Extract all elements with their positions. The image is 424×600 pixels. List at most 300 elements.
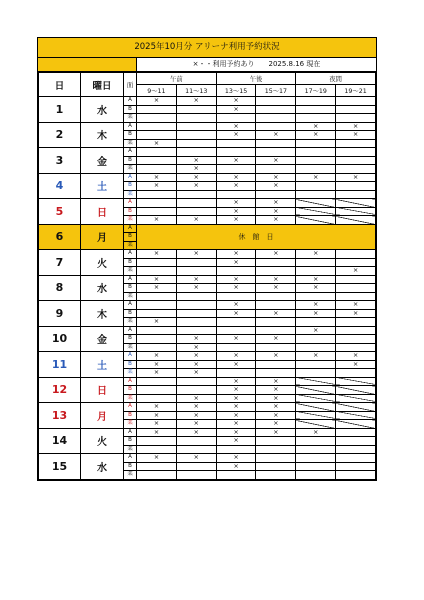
day-of-week: 土	[81, 352, 124, 378]
slot-cell	[296, 335, 336, 344]
slot-cell	[296, 105, 336, 114]
slot-cell: ×	[216, 105, 256, 114]
slot-cell	[256, 360, 296, 369]
slot-cell	[296, 471, 336, 480]
day-of-week: 日	[81, 377, 124, 403]
facility-label: 柔	[124, 190, 137, 199]
day-number: 15	[39, 454, 81, 480]
slot-cell	[137, 165, 177, 174]
facility-label: B	[124, 437, 137, 446]
slot-cell	[256, 148, 296, 157]
slot-cell	[256, 437, 296, 446]
slot-cell: ×	[216, 386, 256, 395]
slot-cell	[137, 105, 177, 114]
slot-cell: ×	[176, 369, 216, 378]
slot-cell: ×	[216, 131, 256, 140]
facility-label: A	[124, 352, 137, 361]
slot-cell	[296, 267, 336, 276]
slot-cell	[296, 199, 336, 208]
slot-cell	[137, 471, 177, 480]
table-row	[39, 352, 376, 361]
slot-cell: ×	[137, 454, 177, 463]
facility-label: 柔	[124, 471, 137, 480]
slot-cell: ×	[176, 165, 216, 174]
day-of-week: 金	[81, 326, 124, 352]
slot-cell: ×	[176, 411, 216, 420]
slot-cell	[336, 411, 376, 420]
slot-cell: ×	[336, 309, 376, 318]
facility-label: A	[124, 326, 137, 335]
slot-cell: ×	[216, 156, 256, 165]
day-of-week: 日	[81, 199, 124, 225]
table-row	[39, 377, 376, 386]
facility-label: A	[124, 250, 137, 259]
header-dow: 曜日	[81, 73, 124, 97]
slot-cell	[296, 360, 336, 369]
slot-cell	[296, 165, 336, 174]
facility-label: A	[124, 122, 137, 131]
slot-cell	[336, 207, 376, 216]
slot-cell: ×	[216, 309, 256, 318]
slot-cell	[296, 403, 336, 412]
slot-cell: ×	[176, 454, 216, 463]
slot-cell	[137, 122, 177, 131]
slot-cell: ×	[216, 207, 256, 216]
day-number: 12	[39, 377, 81, 403]
slot-cell: ×	[216, 377, 256, 386]
slot-cell	[336, 420, 376, 429]
slot-cell	[256, 292, 296, 301]
slot-cell: ×	[137, 216, 177, 225]
slot-cell	[176, 437, 216, 446]
facility-label: B	[124, 386, 137, 395]
slot-cell: ×	[256, 216, 296, 225]
slot-cell: ×	[216, 284, 256, 293]
day-number: 9	[39, 301, 81, 327]
day-of-week: 火	[81, 250, 124, 276]
facility-label: 柔	[124, 318, 137, 327]
facility-label: 柔	[124, 369, 137, 378]
reservation-sheet	[37, 37, 377, 481]
slot-cell	[336, 335, 376, 344]
facility-label: B	[124, 233, 137, 242]
slot-cell	[176, 199, 216, 208]
facility-label: 柔	[124, 292, 137, 301]
slot-cell: ×	[296, 428, 336, 437]
facility-label: 柔	[124, 241, 137, 250]
slot-cell: ×	[176, 156, 216, 165]
slot-cell	[256, 471, 296, 480]
header-row-groups	[39, 73, 376, 85]
slot-cell: ×	[256, 386, 296, 395]
day-number: 2	[39, 122, 81, 148]
slot-cell	[336, 275, 376, 284]
slot-cell: ×	[216, 182, 256, 191]
slot-cell: ×	[137, 403, 177, 412]
slot-cell: ×	[216, 258, 256, 267]
slot-cell	[336, 216, 376, 225]
table-row	[39, 250, 376, 259]
slot-cell	[176, 471, 216, 480]
slot-cell	[296, 148, 336, 157]
slot-cell	[176, 377, 216, 386]
slot-cell: ×	[137, 369, 177, 378]
slot-cell: ×	[216, 301, 256, 310]
slot-cell	[296, 182, 336, 191]
slot-cell	[256, 139, 296, 148]
facility-label: B	[124, 207, 137, 216]
slot-cell	[137, 292, 177, 301]
slot-cell	[336, 445, 376, 454]
table-row	[39, 403, 376, 412]
table-row	[39, 454, 376, 463]
slot-cell: ×	[176, 173, 216, 182]
slot-cell: ×	[256, 352, 296, 361]
table-row	[39, 428, 376, 437]
slot-cell	[296, 114, 336, 123]
slot-cell	[137, 131, 177, 140]
slot-cell	[176, 301, 216, 310]
slot-cell: ×	[256, 403, 296, 412]
header-facility: 面	[124, 73, 137, 97]
slot-header: 11～13	[176, 85, 216, 97]
slot-cell	[296, 420, 336, 429]
slot-cell: ×	[256, 420, 296, 429]
slot-cell	[336, 156, 376, 165]
slot-cell: ×	[137, 182, 177, 191]
facility-label: B	[124, 284, 137, 293]
slot-cell: ×	[216, 250, 256, 259]
slot-cell: ×	[296, 352, 336, 361]
slot-cell	[137, 437, 177, 446]
table-row	[39, 173, 376, 182]
slot-cell: ×	[336, 122, 376, 131]
facility-label: 柔	[124, 420, 137, 429]
slot-cell: ×	[176, 275, 216, 284]
slot-cell	[256, 462, 296, 471]
slot-cell: ×	[176, 394, 216, 403]
slot-cell: ×	[216, 428, 256, 437]
day-number: 14	[39, 428, 81, 454]
header-morning: 午前	[137, 73, 217, 85]
header-day: 日	[39, 73, 81, 97]
slot-cell	[216, 165, 256, 174]
slot-cell	[216, 369, 256, 378]
legend-note: ×・・利用予約あり 2025.8.16 現在	[192, 60, 321, 68]
slot-cell	[296, 445, 336, 454]
slot-cell	[296, 156, 336, 165]
slot-cell	[336, 403, 376, 412]
header-night: 夜間	[296, 73, 376, 85]
slot-cell	[336, 386, 376, 395]
slot-cell	[137, 462, 177, 471]
slot-cell: ×	[176, 420, 216, 429]
slot-cell: ×	[176, 284, 216, 293]
header-afternoon: 午後	[216, 73, 296, 85]
slot-cell: ×	[256, 411, 296, 420]
slot-cell: ×	[176, 335, 216, 344]
slot-cell: ×	[137, 139, 177, 148]
day-number: 4	[39, 173, 81, 199]
day-of-week: 月	[81, 224, 124, 250]
slot-cell	[176, 131, 216, 140]
slot-cell: ×	[137, 428, 177, 437]
day-of-week: 月	[81, 403, 124, 429]
slot-cell	[296, 369, 336, 378]
slot-cell	[256, 445, 296, 454]
slot-cell: ×	[176, 352, 216, 361]
slot-cell	[256, 301, 296, 310]
facility-label: A	[124, 377, 137, 386]
slot-cell	[296, 454, 336, 463]
slot-cell	[336, 462, 376, 471]
facility-label: A	[124, 403, 137, 412]
slot-cell: ×	[296, 301, 336, 310]
slot-cell: ×	[256, 199, 296, 208]
facility-label: A	[124, 454, 137, 463]
slot-cell	[336, 369, 376, 378]
day-of-week: 火	[81, 428, 124, 454]
slot-cell: ×	[216, 394, 256, 403]
slot-cell: ×	[296, 284, 336, 293]
facility-label: A	[124, 301, 137, 310]
slot-cell: ×	[137, 360, 177, 369]
facility-label: B	[124, 462, 137, 471]
facility-label: 柔	[124, 267, 137, 276]
slot-cell: ×	[256, 428, 296, 437]
slot-cell: ×	[256, 275, 296, 284]
slot-cell	[336, 97, 376, 106]
slot-cell	[336, 199, 376, 208]
slot-cell: ×	[216, 97, 256, 106]
slot-cell	[137, 148, 177, 157]
slot-cell	[296, 318, 336, 327]
slot-cell: ×	[137, 318, 177, 327]
slot-cell: ×	[256, 377, 296, 386]
slot-cell: ×	[137, 275, 177, 284]
slot-cell	[176, 190, 216, 199]
slot-cell: ×	[137, 250, 177, 259]
slot-cell	[256, 267, 296, 276]
slot-cell	[176, 292, 216, 301]
slot-cell	[296, 207, 336, 216]
facility-label: B	[124, 131, 137, 140]
facility-label: B	[124, 156, 137, 165]
table-row	[39, 199, 376, 208]
facility-label: 柔	[124, 114, 137, 123]
slot-cell	[176, 105, 216, 114]
slot-cell	[176, 386, 216, 395]
slot-cell	[336, 394, 376, 403]
slot-cell	[336, 284, 376, 293]
facility-label: A	[124, 173, 137, 182]
slot-cell: ×	[256, 335, 296, 344]
slot-cell	[256, 454, 296, 463]
slot-cell	[137, 301, 177, 310]
slot-cell	[176, 139, 216, 148]
day-of-week: 水	[81, 97, 124, 123]
slot-cell: ×	[216, 173, 256, 182]
facility-label: B	[124, 335, 137, 344]
slot-cell	[336, 377, 376, 386]
slot-cell	[256, 369, 296, 378]
slot-cell	[256, 105, 296, 114]
facility-label: B	[124, 411, 137, 420]
slot-cell	[336, 326, 376, 335]
slot-cell	[336, 437, 376, 446]
table-row	[39, 148, 376, 157]
slot-cell: ×	[176, 182, 216, 191]
slot-cell: ×	[336, 267, 376, 276]
slot-cell: ×	[216, 437, 256, 446]
facility-label: 柔	[124, 445, 137, 454]
slot-cell: ×	[336, 352, 376, 361]
facility-label: A	[124, 275, 137, 284]
slot-cell: ×	[256, 250, 296, 259]
slot-header: 19～21	[336, 85, 376, 97]
day-of-week: 木	[81, 301, 124, 327]
day-of-week: 木	[81, 122, 124, 148]
slot-cell	[336, 250, 376, 259]
slot-header: 9～11	[137, 85, 177, 97]
slot-cell: ×	[256, 394, 296, 403]
slot-cell: ×	[176, 403, 216, 412]
slot-cell	[336, 148, 376, 157]
slot-cell	[336, 105, 376, 114]
slot-cell	[256, 258, 296, 267]
slot-cell	[336, 454, 376, 463]
slot-cell	[137, 190, 177, 199]
facility-label: 柔	[124, 216, 137, 225]
facility-label: 柔	[124, 394, 137, 403]
day-of-week: 土	[81, 173, 124, 199]
table-row	[39, 275, 376, 284]
slot-cell	[296, 386, 336, 395]
table-row	[39, 301, 376, 310]
slot-cell	[296, 377, 336, 386]
slot-cell: ×	[256, 182, 296, 191]
slot-cell: ×	[137, 420, 177, 429]
day-number: 10	[39, 326, 81, 352]
slot-cell	[176, 258, 216, 267]
slot-cell: ×	[336, 301, 376, 310]
slot-cell: ×	[176, 343, 216, 352]
facility-label: B	[124, 105, 137, 114]
slot-cell	[296, 97, 336, 106]
slot-header: 13～15	[216, 85, 256, 97]
facility-label: B	[124, 182, 137, 191]
slot-cell	[336, 182, 376, 191]
slot-cell: ×	[296, 122, 336, 131]
slot-cell: ×	[256, 207, 296, 216]
slot-cell	[137, 386, 177, 395]
facility-label: 柔	[124, 343, 137, 352]
slot-cell: ×	[256, 131, 296, 140]
slot-cell: ×	[216, 275, 256, 284]
slot-cell: ×	[216, 411, 256, 420]
slot-cell	[336, 139, 376, 148]
facility-label: 柔	[124, 165, 137, 174]
table-row	[39, 122, 376, 131]
slot-cell: ×	[216, 122, 256, 131]
slot-cell	[137, 326, 177, 335]
slot-cell	[137, 258, 177, 267]
day-number: 8	[39, 275, 81, 301]
slot-cell: ×	[216, 352, 256, 361]
slot-cell	[256, 97, 296, 106]
slot-cell	[216, 318, 256, 327]
slot-cell	[176, 309, 216, 318]
slot-cell: ×	[137, 97, 177, 106]
slot-cell: ×	[296, 309, 336, 318]
closed-notice: 休 館 日	[137, 224, 376, 250]
slot-cell	[296, 394, 336, 403]
slot-cell	[137, 156, 177, 165]
slot-cell: ×	[137, 411, 177, 420]
day-number: 1	[39, 97, 81, 123]
slot-cell: ×	[336, 360, 376, 369]
slot-cell: ×	[176, 97, 216, 106]
sheet-title: 2025年10月分 アリーナ利用予約状況	[38, 38, 376, 58]
facility-label: A	[124, 224, 137, 233]
day-number: 13	[39, 403, 81, 429]
slot-cell: ×	[216, 462, 256, 471]
slot-cell	[137, 199, 177, 208]
slot-cell: ×	[176, 250, 216, 259]
slot-cell	[216, 267, 256, 276]
slot-cell	[176, 318, 216, 327]
slot-cell	[137, 335, 177, 344]
slot-cell: ×	[176, 428, 216, 437]
facility-label: A	[124, 199, 137, 208]
table-row	[39, 224, 376, 233]
slot-cell	[296, 411, 336, 420]
day-number: 3	[39, 148, 81, 174]
slot-header: 15～17	[256, 85, 296, 97]
slot-cell: ×	[336, 131, 376, 140]
slot-cell	[176, 114, 216, 123]
slot-cell: ×	[216, 335, 256, 344]
slot-cell	[336, 190, 376, 199]
slot-cell: ×	[256, 156, 296, 165]
slot-cell	[256, 165, 296, 174]
slot-cell	[296, 437, 336, 446]
slot-cell: ×	[296, 250, 336, 259]
slot-cell: ×	[256, 173, 296, 182]
slot-cell: ×	[216, 420, 256, 429]
slot-cell	[216, 148, 256, 157]
slot-cell: ×	[216, 360, 256, 369]
day-number: 6	[39, 224, 81, 250]
slot-cell	[296, 190, 336, 199]
slot-cell	[256, 318, 296, 327]
legend-spacer	[38, 58, 137, 71]
slot-cell: ×	[296, 131, 336, 140]
slot-cell: ×	[216, 454, 256, 463]
slot-cell	[336, 471, 376, 480]
facility-label: A	[124, 97, 137, 106]
slot-cell	[296, 258, 336, 267]
slot-cell	[176, 267, 216, 276]
slot-cell	[256, 114, 296, 123]
day-number: 11	[39, 352, 81, 378]
slot-cell	[216, 471, 256, 480]
slot-cell	[137, 267, 177, 276]
facility-label: A	[124, 148, 137, 157]
day-of-week: 水	[81, 275, 124, 301]
slot-cell	[137, 114, 177, 123]
slot-cell	[296, 216, 336, 225]
